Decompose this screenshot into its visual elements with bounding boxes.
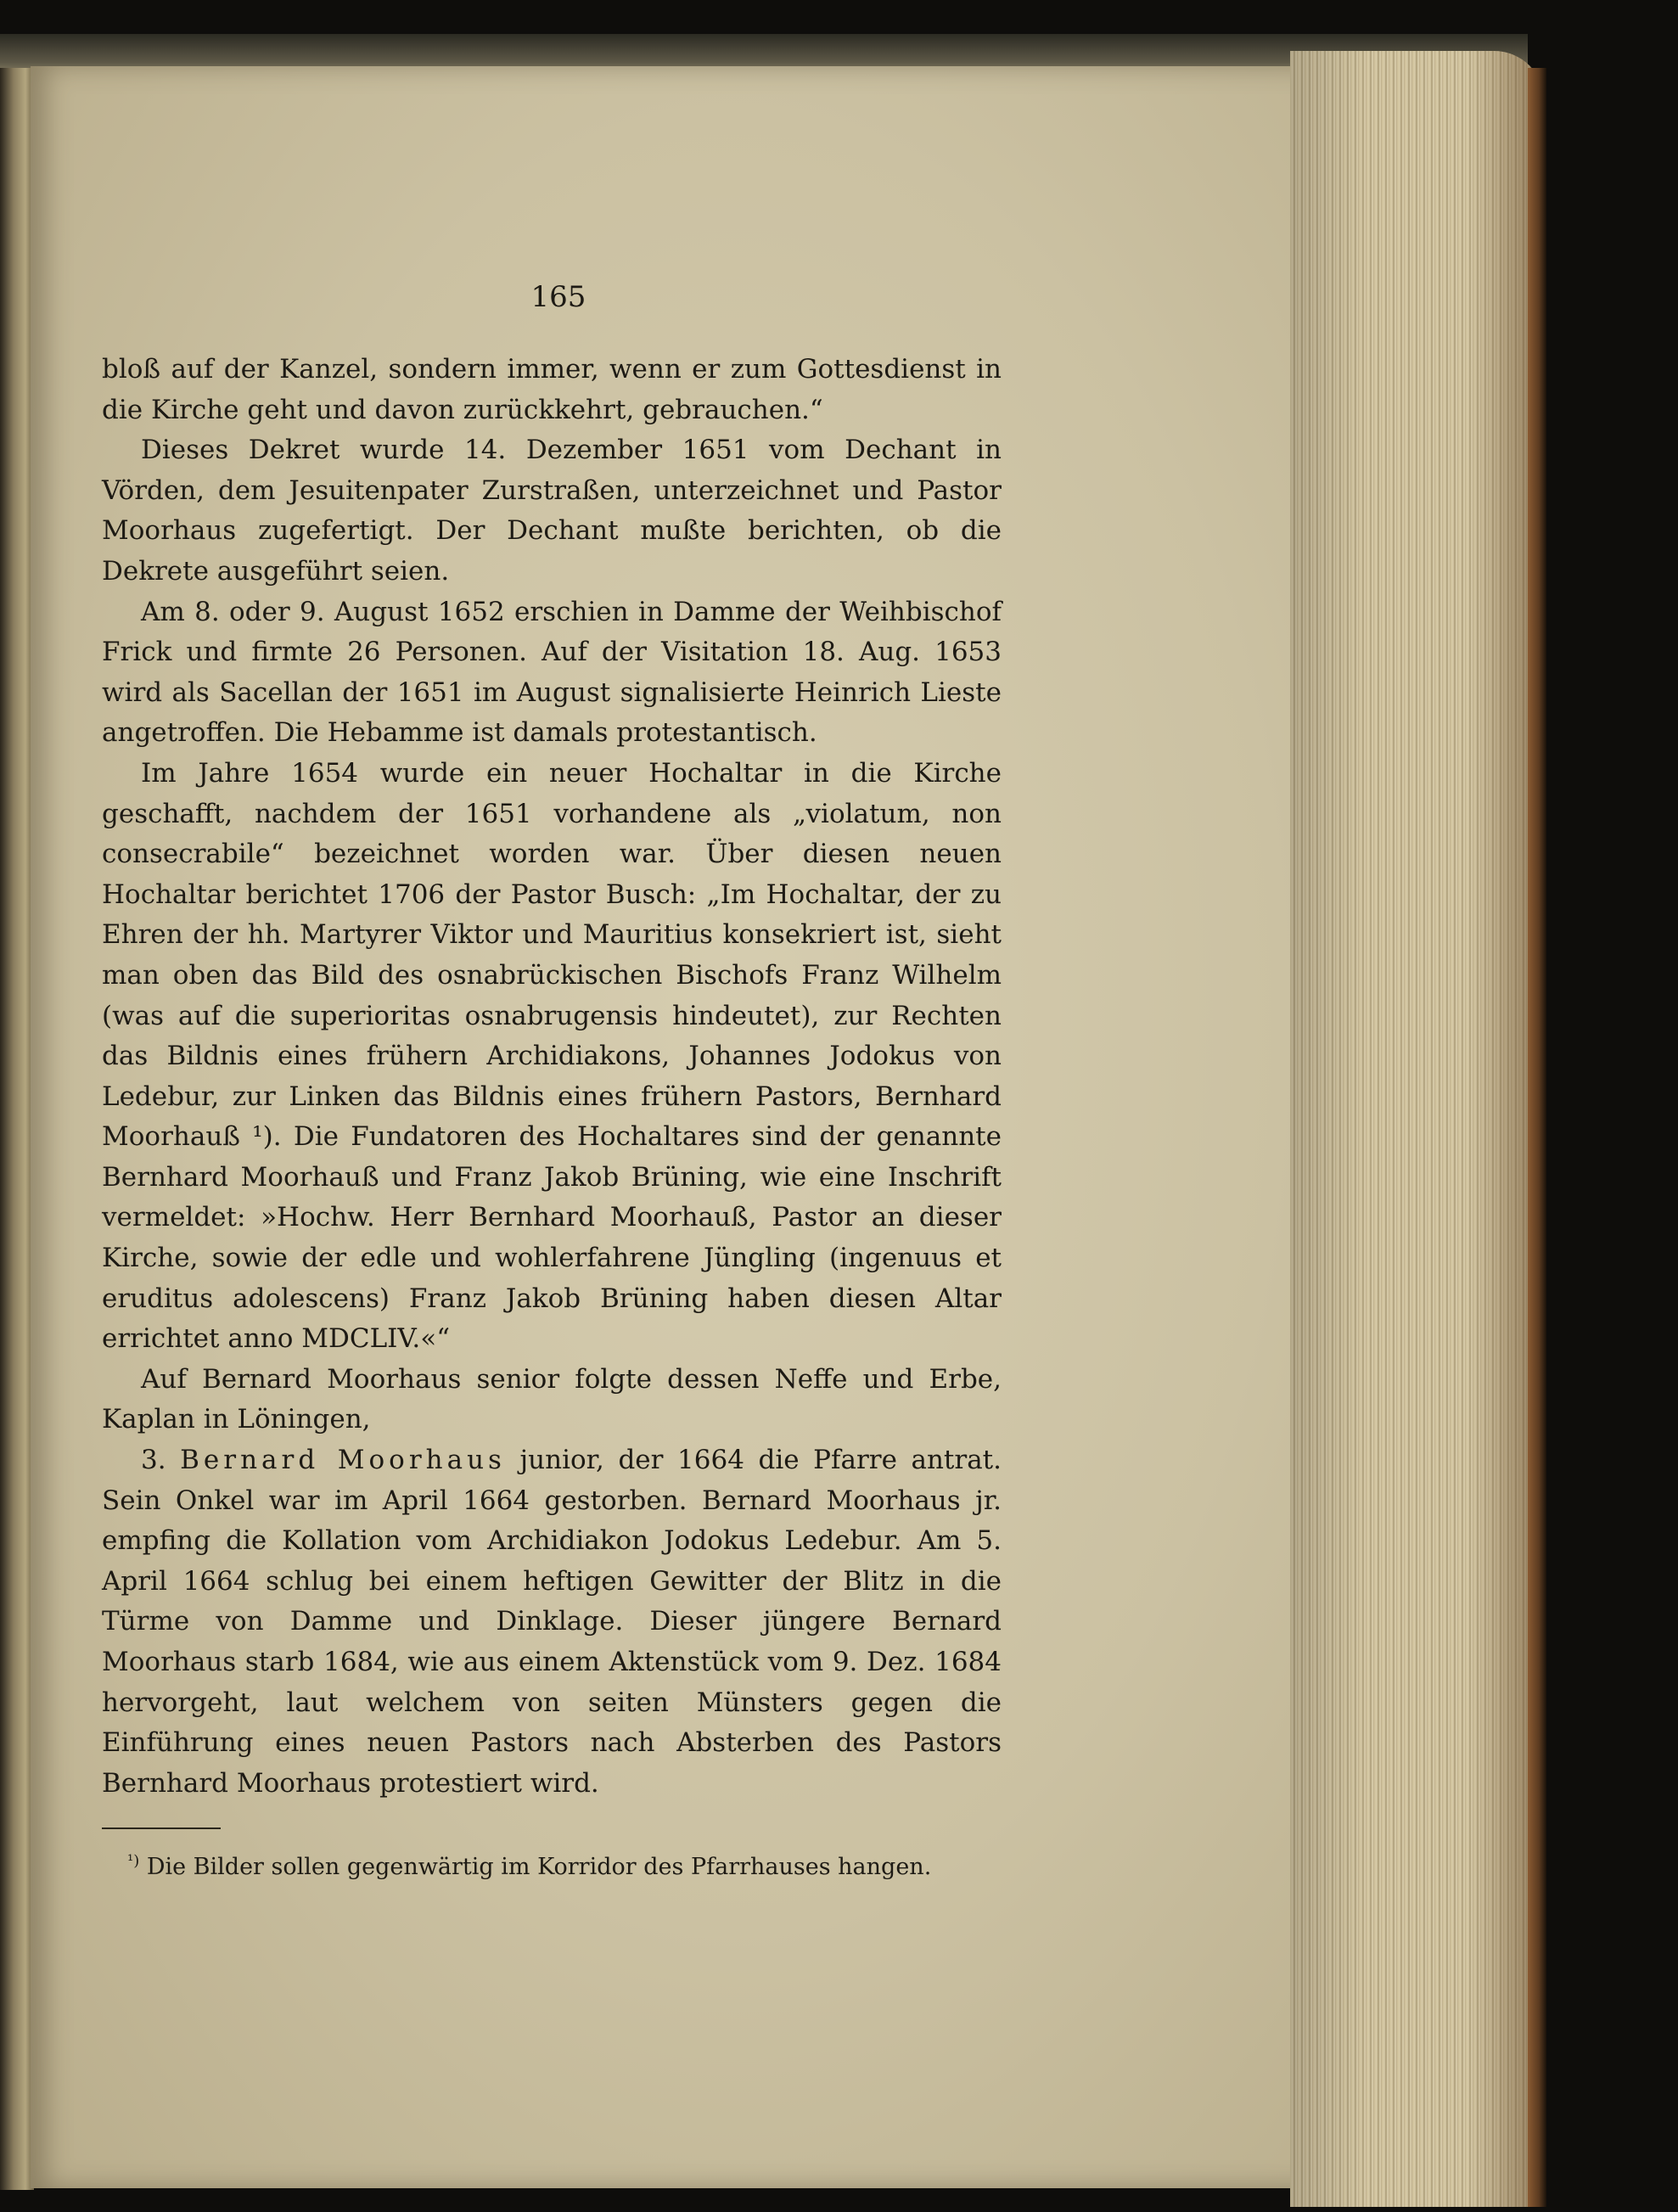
item-3-text: junior, der 1664 die Pfarre antrat. Sein Onkel war im April 1664 gestorben. Bernard Moorhaus jr. empfing die Kollation vom Archidiakon Jodokus Ledebur. Am 5. April 1664 schlug bei einem heftigen Gewitter der Blitz in die Türme von Damme und Dinklage. Dieser jüngere Bernard Moorhaus starb 1684, wie aus einem Aktenstück vom 9. Dez. 1684 hervorgeht, laut welchem von seiten Münsters gegen die Einführung eines neuen Pastors nach Absterben des Pastors Bernhard Moorhaus protestiert wird. [102, 1445, 1002, 1799]
book-cover-edge [1528, 68, 1546, 2207]
paragraph-5: Auf Bernard Moorhaus senior folgte dessen Neffe und Erbe, Kaplan in Löningen, [102, 1363, 1002, 1435]
page-fore-edge-shade [1290, 51, 1545, 2207]
footnote-text: Die Bilder sollen gegenwärtig im Korridor des Pfarrhauses hangen. [139, 1854, 932, 1881]
paragraph-4: Im Jahre 1654 wurde ein neuer Hochaltar in die Kirche geschafft, nachdem der 1651 vorhandene als „violatum, non consecrabile“ bezeichnet worden war. Über diesen neuen Hochaltar berichtet 1706 der Pastor Busch: „Im Hochaltar, der zu Ehren der hh. Martyrer Viktor und Mauritius konsekriert ist, sieht man oben das Bild des osnabrückischen Bischofs Franz Wilhelm (was auf die superioritas osnabrugensis hindeutet), zur Rechten das Bildnis eines frühern Archidiakons, Johannes Jodokus von Ledebur, zur Linken das Bildnis eines frühern Pastors, Bernhard Moorhauß ¹). Die Fundatoren des Hochaltares sind der genannte Bernhard Moorhauß und Franz Jakob Brüning, wie eine Inschrift vermeldet: »Hochw. Herr Bernhard Moorhauß, Pastor an dieser Kirche, sowie der edle und wohlerfahrene Jüngling (ingenuus et eruditus adolescens) Franz Jakob Brüning haben diesen Altar errichtet anno MDCLIV.«“ [102, 757, 1002, 1355]
item-3-number: 3. [141, 1445, 166, 1476]
page-number: 165 [530, 280, 586, 314]
paragraph-1: bloß auf der Kanzel, sondern immer, wenn er zum Gottesdienst in die Kirche geht und davon zurückkehrt, gebrauchen.“ [102, 354, 1002, 425]
paragraph-item-3 [102, 1440, 1002, 1804]
footnote [102, 1844, 1002, 1884]
page-text-block [102, 272, 1002, 1884]
item-3-name: Bernard Moorhaus [180, 1445, 506, 1476]
left-page-edge [0, 68, 34, 2190]
footnote-rule [102, 1827, 221, 1829]
paragraph-2: Dieses Dekret wurde 14. Dezember 1651 vom Dechant in Vörden, dem Jesuitenpater Zurstraßen, unterzeichnet und Pastor Moorhaus zugefertigt. Der Dechant mußte berichten, ob die Dekrete ausgeführt seien. [102, 435, 1002, 587]
paragraph-3: Am 8. oder 9. August 1652 erschien in Damme der Weihbischof Frick und firmte 26 Personen. Auf der Visitation 18. Aug. 1653 wird als Sacellan der 1651 im August signalisierte Heinrich Lieste angetroffen. Die Hebamme ist damals protestantisch. [102, 596, 1002, 749]
footnote-marker: ¹) [127, 1852, 140, 1871]
